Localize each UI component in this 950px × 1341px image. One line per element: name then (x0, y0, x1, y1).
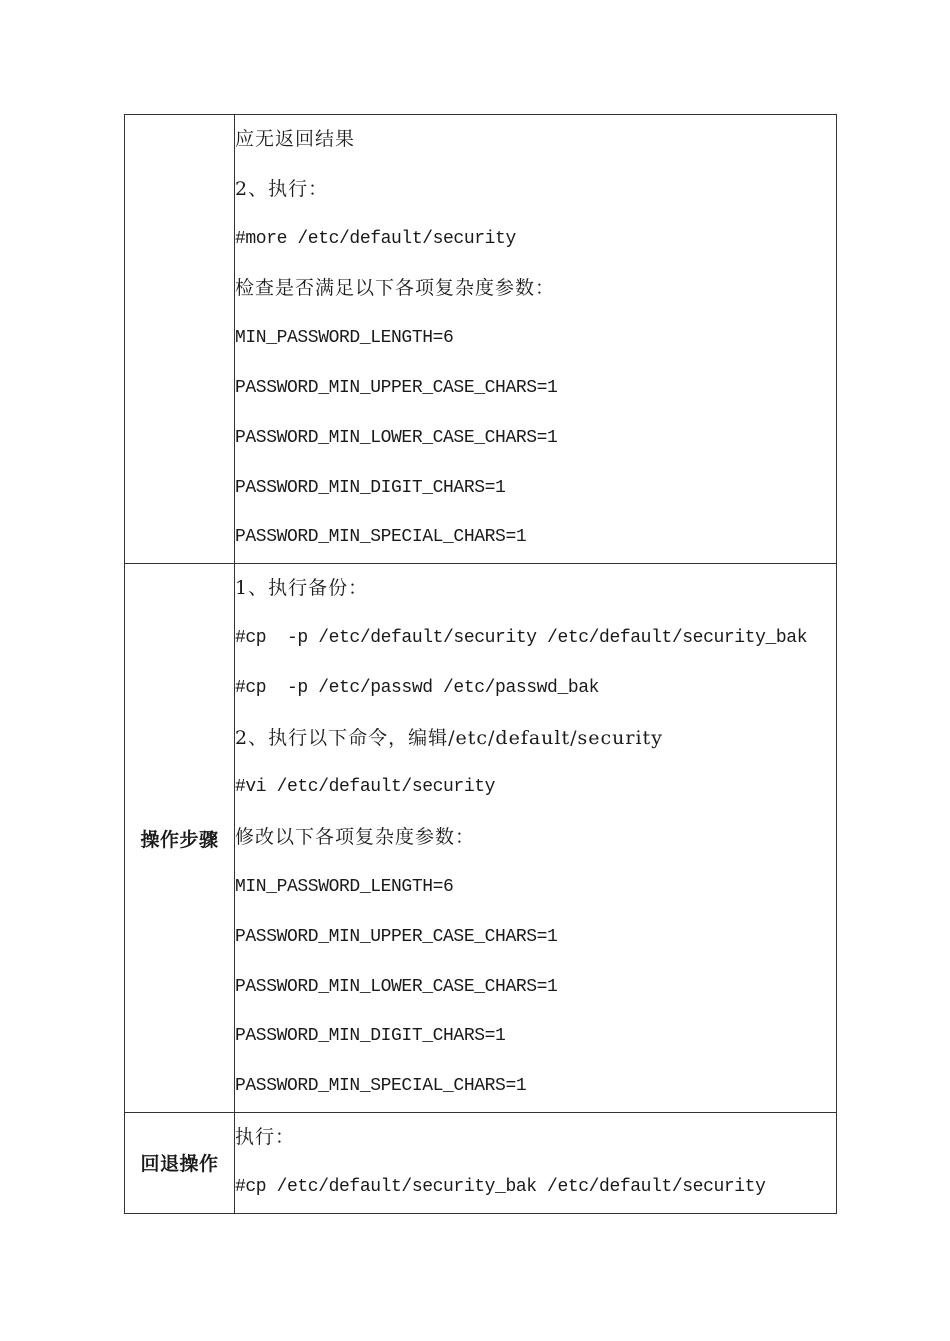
table-row-rollback (125, 1112, 837, 1213)
command-line: #more /etc/default/security (235, 228, 516, 249)
content-line: 检查是否满足以下各项复杂度参数： (235, 277, 556, 300)
operation-steps-content (235, 564, 837, 1113)
row-label-operation-steps: 操作步骤 (125, 564, 235, 1113)
check-result-content (235, 115, 837, 564)
command-line: #cp -p /etc/passwd /etc/passwd_bak (235, 677, 600, 698)
content-line: 1、执行备份： (235, 577, 369, 600)
parameter-line: PASSWORD_MIN_DIGIT_CHARS=1 (235, 1026, 506, 1047)
rollback-content (235, 1112, 837, 1213)
parameter-line: PASSWORD_MIN_SPECIAL_CHARS=1 (235, 1076, 527, 1097)
content-line: 2、执行以下命令，编辑/etc/default/security (235, 726, 663, 749)
row-label-empty (125, 115, 235, 564)
command-line: #cp /etc/default/security_bak /etc/default/security (235, 1176, 766, 1197)
content-line: 应无返回结果 (235, 128, 356, 150)
procedure-table (124, 114, 837, 1214)
table-row-operation-steps (125, 564, 837, 1113)
row-label-rollback: 回退操作 (125, 1112, 235, 1213)
content-line: 执行： (235, 1125, 296, 1148)
parameter-line: PASSWORD_MIN_SPECIAL_CHARS=1 (235, 527, 527, 548)
parameter-line: PASSWORD_MIN_LOWER_CASE_CHARS=1 (235, 427, 558, 448)
parameter-line: PASSWORD_MIN_LOWER_CASE_CHARS=1 (235, 976, 558, 997)
table-row-check-result (125, 115, 837, 564)
parameter-line: PASSWORD_MIN_DIGIT_CHARS=1 (235, 477, 506, 498)
command-line: #vi /etc/default/security (235, 777, 496, 798)
parameter-line: MIN_PASSWORD_LENGTH=6 (235, 876, 454, 897)
content-line: 2、执行： (235, 177, 329, 200)
command-line: #cp -p /etc/default/security /etc/default/security_bak (235, 627, 808, 648)
parameter-line: MIN_PASSWORD_LENGTH=6 (235, 328, 454, 349)
content-line: 修改以下各项复杂度参数： (235, 826, 476, 849)
parameter-line: PASSWORD_MIN_UPPER_CASE_CHARS=1 (235, 377, 558, 398)
parameter-line: PASSWORD_MIN_UPPER_CASE_CHARS=1 (235, 926, 558, 947)
